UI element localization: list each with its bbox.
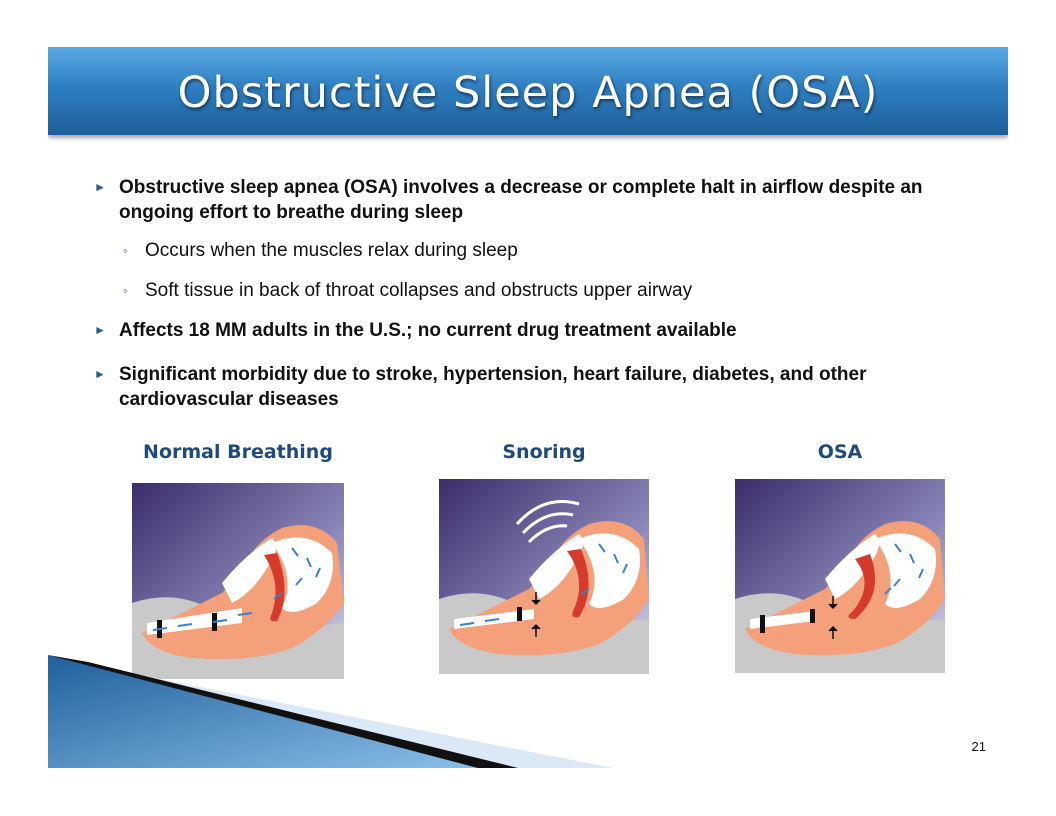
panel-label-osa: OSA xyxy=(817,441,863,463)
bullet-text: Significant morbidity due to stroke, hypertension, heart failure, diabetes, and other cardiovascular diseases xyxy=(119,364,867,410)
panel-label-normal: Normal Breathing xyxy=(143,441,333,463)
sub-bullet-text: Soft tissue in back of throat collapses and obstructs upper airway xyxy=(145,280,693,301)
bullet-arrow-icon: ► xyxy=(94,180,106,194)
bullet-text: Obstructive sleep apnea (OSA) involves a decrease or complete halt in airflow despite an ongoing effort to breathe during sleep xyxy=(119,177,923,223)
slide xyxy=(48,47,1008,768)
page-number: 21 xyxy=(971,739,986,754)
decorative-swoosh xyxy=(48,47,1008,768)
sub-bullet-circle-icon: ◦ xyxy=(123,283,128,298)
sub-bullet-text: Occurs when the muscles relax during sleep xyxy=(145,240,518,261)
sub-bullet-circle-icon: ◦ xyxy=(123,243,128,258)
bullet-text: Affects 18 MM adults in the U.S.; no current drug treatment available xyxy=(119,320,737,341)
panel-label-snoring: Snoring xyxy=(502,441,586,463)
bullet-arrow-icon: ► xyxy=(94,367,106,381)
slide-title: Obstructive Sleep Apnea (OSA) xyxy=(177,68,879,118)
bullet-arrow-icon: ► xyxy=(94,323,106,337)
